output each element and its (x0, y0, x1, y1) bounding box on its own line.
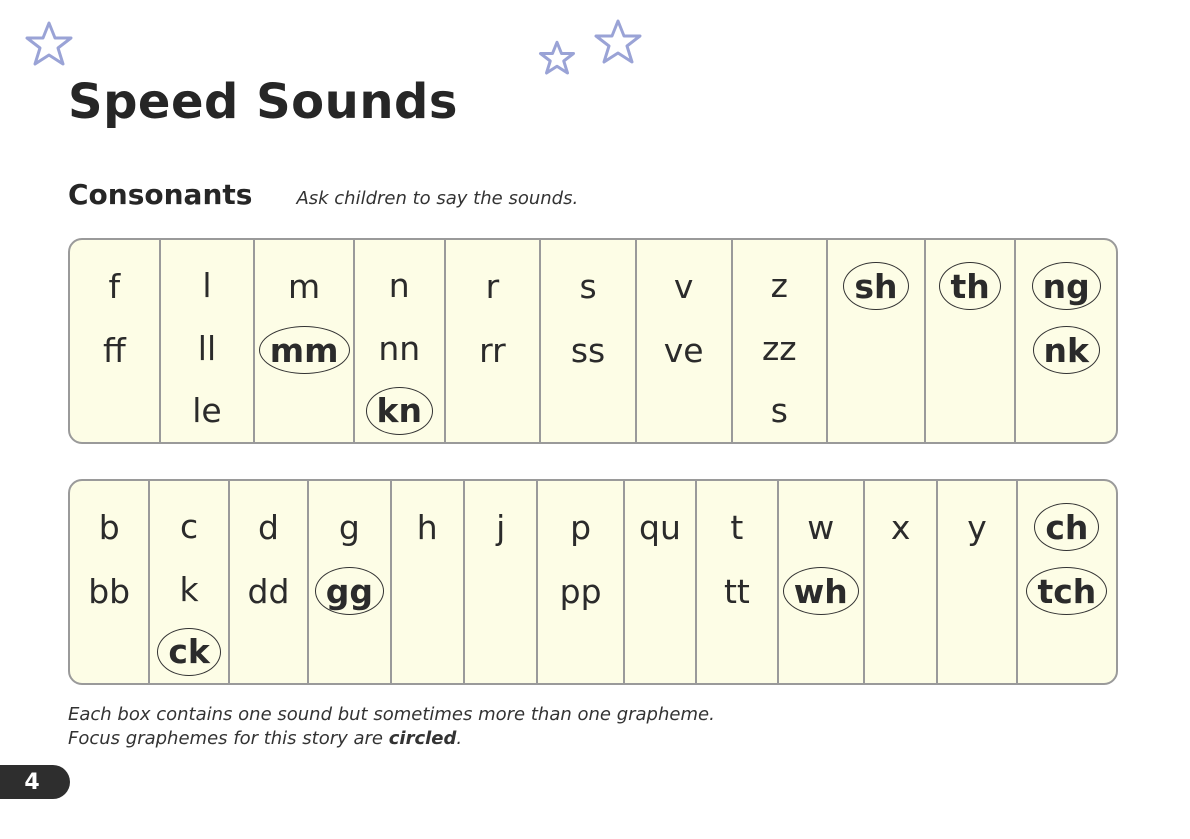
grapheme-text: mm (259, 326, 350, 374)
focus-grapheme (366, 379, 433, 442)
grapheme-text: ch (1034, 503, 1099, 551)
grapheme-text: pp (559, 571, 602, 611)
sound-box (779, 481, 865, 683)
grapheme-text: l (202, 265, 212, 305)
grapheme-text: v (673, 266, 694, 306)
sound-box (392, 481, 465, 683)
grapheme (479, 318, 506, 382)
focus-grapheme (1034, 495, 1099, 559)
sound-box (733, 240, 829, 442)
sound-box (625, 481, 697, 683)
grapheme-text: tch (1026, 567, 1107, 615)
grapheme-text: r (485, 266, 500, 306)
grapheme-text: w (807, 507, 835, 547)
sound-box (309, 481, 391, 683)
sound-box (70, 240, 161, 442)
grapheme (560, 559, 602, 623)
grapheme (639, 495, 681, 559)
grapheme-text: s (770, 391, 788, 431)
grapheme-text: nn (378, 328, 421, 368)
grapheme-text: tt (723, 571, 750, 611)
grapheme (248, 559, 290, 623)
grapheme-text: c (180, 506, 199, 546)
footer-line-2 (68, 727, 715, 751)
grapheme-text: t (730, 507, 744, 547)
sound-box (697, 481, 778, 683)
sound-box (938, 481, 1017, 683)
grapheme (967, 495, 987, 559)
grapheme (579, 254, 596, 318)
sound-box (637, 240, 733, 442)
grapheme (674, 254, 694, 318)
grapheme-text: b (98, 507, 120, 547)
grapheme (288, 254, 320, 318)
grapheme (571, 318, 605, 382)
grapheme-text: g (338, 507, 360, 547)
grapheme-text: k (179, 569, 199, 609)
sound-box (255, 240, 355, 442)
footer-note (68, 703, 715, 751)
grapheme (202, 254, 211, 317)
grapheme-text: h (416, 507, 438, 547)
grapheme (807, 495, 834, 559)
consonants-table-1 (68, 238, 1118, 444)
grapheme-text: nk (1033, 326, 1100, 374)
focus-grapheme (783, 559, 859, 623)
grapheme-text: kn (366, 387, 433, 435)
focus-grapheme (939, 254, 1000, 318)
consonants-table-2 (68, 479, 1118, 685)
page-number: 4 (0, 765, 70, 799)
grapheme-text: p (570, 507, 592, 547)
grapheme-text: th (939, 262, 1000, 310)
section-label: Consonants (68, 178, 253, 211)
grapheme-text: wh (783, 567, 859, 615)
sound-box (538, 481, 624, 683)
footer-line-1: Each box contains one sound but sometimes more than one grapheme. (68, 704, 715, 725)
focus-grapheme (843, 254, 908, 318)
grapheme (109, 254, 121, 318)
focus-grapheme (1032, 254, 1101, 318)
grapheme (339, 495, 360, 559)
page-title: Speed Sounds (68, 74, 458, 130)
grapheme-text: le (192, 391, 222, 431)
grapheme (180, 558, 199, 621)
grapheme-text: z (770, 265, 788, 305)
sound-box (161, 240, 256, 442)
grapheme-text: rr (479, 330, 506, 370)
grapheme-text: bb (88, 571, 131, 611)
footer-line-2-prefix: Focus graphemes for this story are (68, 728, 389, 749)
focus-grapheme (1033, 318, 1100, 382)
grapheme-text: ng (1032, 262, 1101, 310)
focus-grapheme (1026, 559, 1107, 623)
grapheme (258, 495, 279, 559)
grapheme-text: sh (843, 262, 908, 310)
sound-box (230, 481, 309, 683)
grapheme (762, 317, 797, 380)
grapheme (198, 317, 216, 380)
grapheme (103, 318, 126, 382)
grapheme (486, 254, 500, 318)
star-icon (24, 20, 74, 68)
footer-emphasis: circled (388, 728, 457, 749)
focus-grapheme (157, 620, 221, 683)
grapheme (88, 559, 130, 623)
grapheme-text: x (890, 507, 911, 547)
grapheme (730, 495, 743, 559)
grapheme (389, 254, 410, 317)
instruction-text: Ask children to say the sounds. (296, 188, 579, 209)
grapheme (378, 317, 420, 380)
grapheme-text: j (496, 507, 506, 547)
sound-box (150, 481, 229, 683)
grapheme-text: d (258, 507, 279, 547)
sound-box (865, 481, 938, 683)
grapheme (771, 379, 788, 442)
sound-box (828, 240, 926, 442)
focus-grapheme (259, 318, 350, 382)
grapheme-text: s (579, 266, 597, 306)
grapheme-text: m (288, 266, 321, 306)
grapheme-text: y (967, 507, 987, 547)
star-icon (538, 40, 576, 76)
grapheme-text: ff (102, 330, 126, 370)
grapheme (891, 495, 911, 559)
grapheme-text: zz (761, 328, 797, 368)
grapheme (570, 495, 591, 559)
grapheme-text: ll (197, 328, 217, 368)
grapheme (99, 495, 120, 559)
grapheme-text: qu (639, 507, 681, 547)
footer-line-2-suffix: . (456, 728, 463, 749)
grapheme (771, 254, 788, 317)
grapheme-text: dd (247, 571, 290, 611)
sound-box (70, 481, 150, 683)
grapheme-text: n (388, 265, 410, 305)
grapheme-text: ss (570, 330, 606, 370)
sound-box (1018, 481, 1116, 683)
sound-box (355, 240, 446, 442)
grapheme (724, 559, 750, 623)
grapheme (417, 495, 438, 559)
grapheme (496, 495, 505, 559)
grapheme (180, 495, 198, 558)
grapheme-text: gg (315, 567, 384, 615)
sound-box (446, 240, 542, 442)
grapheme-text: ve (663, 330, 704, 370)
star-icon (593, 18, 643, 66)
grapheme-text: f (108, 266, 121, 306)
grapheme (192, 379, 221, 442)
grapheme-text: ck (157, 628, 221, 676)
sound-box (926, 240, 1017, 442)
section-header (68, 178, 578, 211)
sound-box (465, 481, 538, 683)
grapheme (664, 318, 704, 382)
focus-grapheme (315, 559, 384, 623)
sound-box (541, 240, 637, 442)
sound-box (1016, 240, 1116, 442)
